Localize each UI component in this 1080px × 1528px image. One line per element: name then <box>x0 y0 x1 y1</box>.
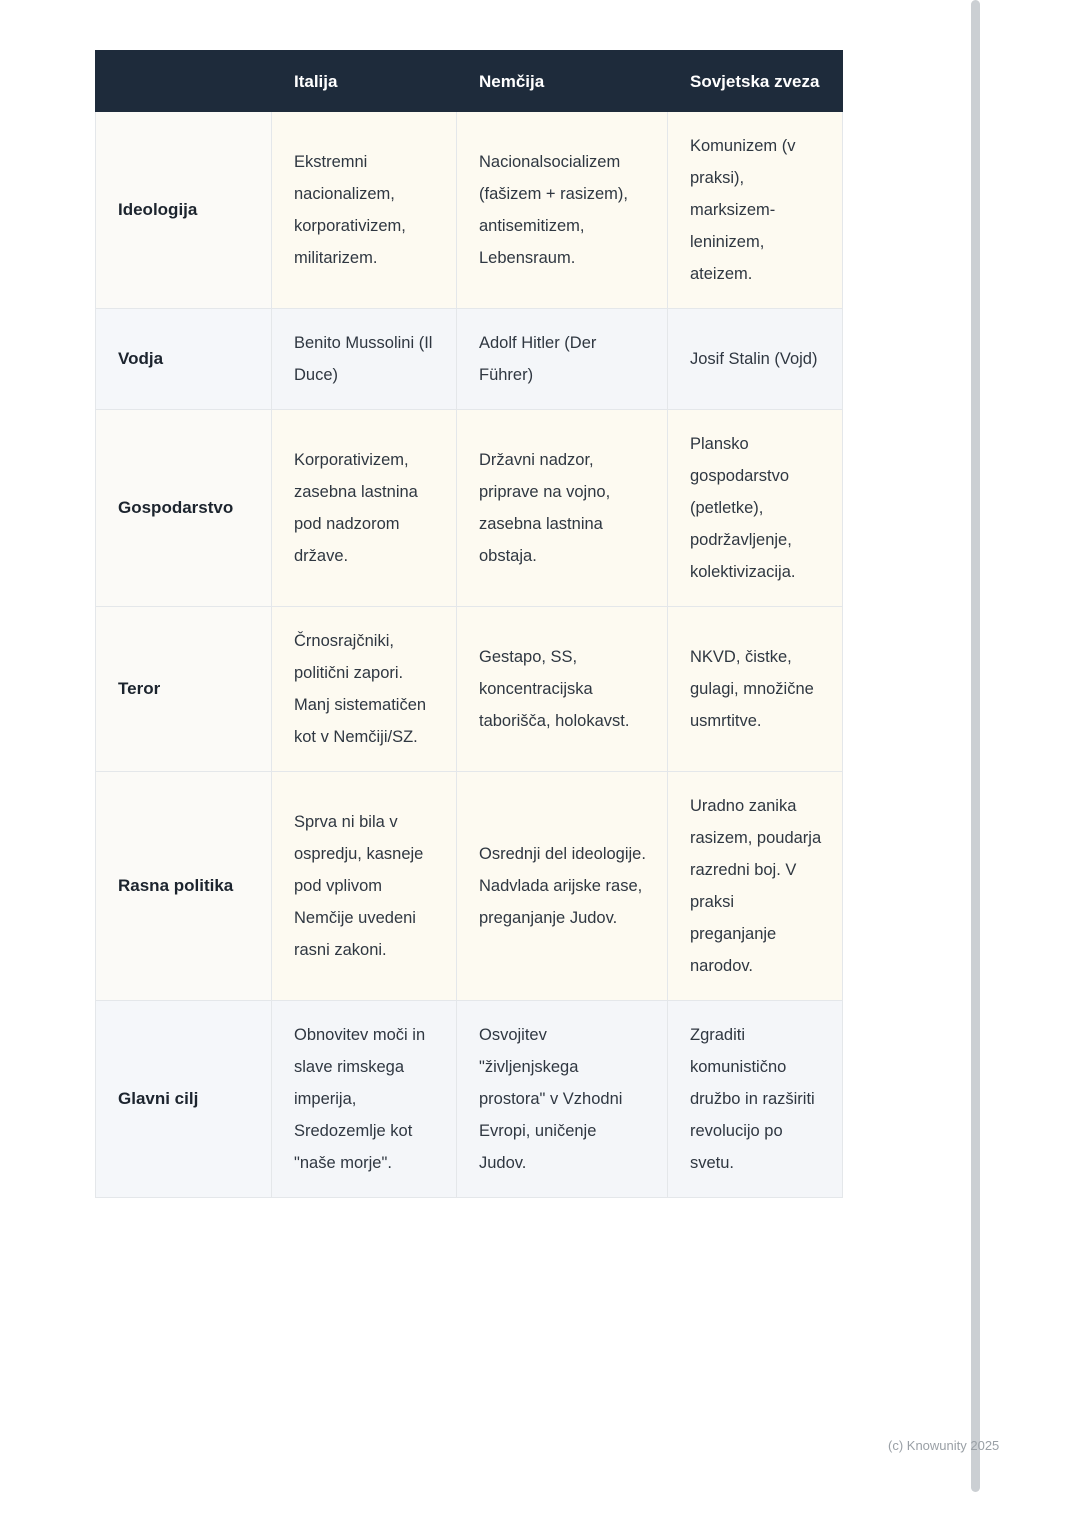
row-label: Ideologija <box>96 112 272 309</box>
table-cell: Plansko gospodarstvo (petletke), podržavljenje, kolektivizacija. <box>668 410 843 607</box>
table-cell: Korporativizem, zasebna lastnina pod nadzorom države. <box>272 410 457 607</box>
table-cell: Osvojitev "življenjskega prostora" v Vzhodni Evropi, uničenje Judov. <box>457 1001 668 1198</box>
table-row <box>96 309 843 410</box>
table-cell: Ekstremni nacionalizem, korporativizem, militarizem. <box>272 112 457 309</box>
header-italija: Italija <box>272 51 457 112</box>
table-cell: Uradno zanika rasizem, poudarja razredni boj. V praksi preganjanje narodov. <box>668 772 843 1001</box>
header-empty-cell <box>96 51 272 112</box>
header-sovjetska-zveza: Sovjetska zveza <box>668 51 843 112</box>
table-cell: Benito Mussolini (Il Duce) <box>272 309 457 410</box>
table-cell: Gestapo, SS, koncentracijska taborišča, holokavst. <box>457 607 668 772</box>
table-cell: Obnovitev moči in slave rimskega imperija, Sredozemlje kot "naše morje". <box>272 1001 457 1198</box>
watermark-text: (c) Knowunity 2025 <box>888 1438 1000 1453</box>
table-cell: Nacionalsocializem (fašizem + rasizem), antisemitizem, Lebensraum. <box>457 112 668 309</box>
vertical-scrollbar[interactable] <box>971 0 980 1492</box>
row-label: Rasna politika <box>96 772 272 1001</box>
table-row <box>96 607 843 772</box>
comparison-table-container <box>95 50 842 1198</box>
row-label: Gospodarstvo <box>96 410 272 607</box>
table-row <box>96 112 843 309</box>
table-row <box>96 410 843 607</box>
header-nemcija: Nemčija <box>457 51 668 112</box>
table-cell: NKVD, čistke, gulagi, množične usmrtitve. <box>668 607 843 772</box>
row-label: Teror <box>96 607 272 772</box>
table-cell: Osrednji del ideologije. Nadvlada arijske rase, preganjanje Judov. <box>457 772 668 1001</box>
table-cell: Državni nadzor, priprave na vojno, zasebna lastnina obstaja. <box>457 410 668 607</box>
table-cell: Zgraditi komunistično družbo in razširiti revolucijo po svetu. <box>668 1001 843 1198</box>
table-cell: Komunizem (v praksi), marksizem-leninizem, ateizem. <box>668 112 843 309</box>
table-row <box>96 1001 843 1198</box>
table-cell: Črnosrajčniki, politični zapori. Manj sistematičen kot v Nemčiji/SZ. <box>272 607 457 772</box>
comparison-table <box>95 50 843 1198</box>
table-cell: Adolf Hitler (Der Führer) <box>457 309 668 410</box>
table-cell: Josif Stalin (Vojd) <box>668 309 843 410</box>
table-header-row <box>96 51 843 112</box>
row-label: Vodja <box>96 309 272 410</box>
row-label: Glavni cilj <box>96 1001 272 1198</box>
table-cell: Sprva ni bila v ospredju, kasneje pod vplivom Nemčije uvedeni rasni zakoni. <box>272 772 457 1001</box>
table-row <box>96 772 843 1001</box>
